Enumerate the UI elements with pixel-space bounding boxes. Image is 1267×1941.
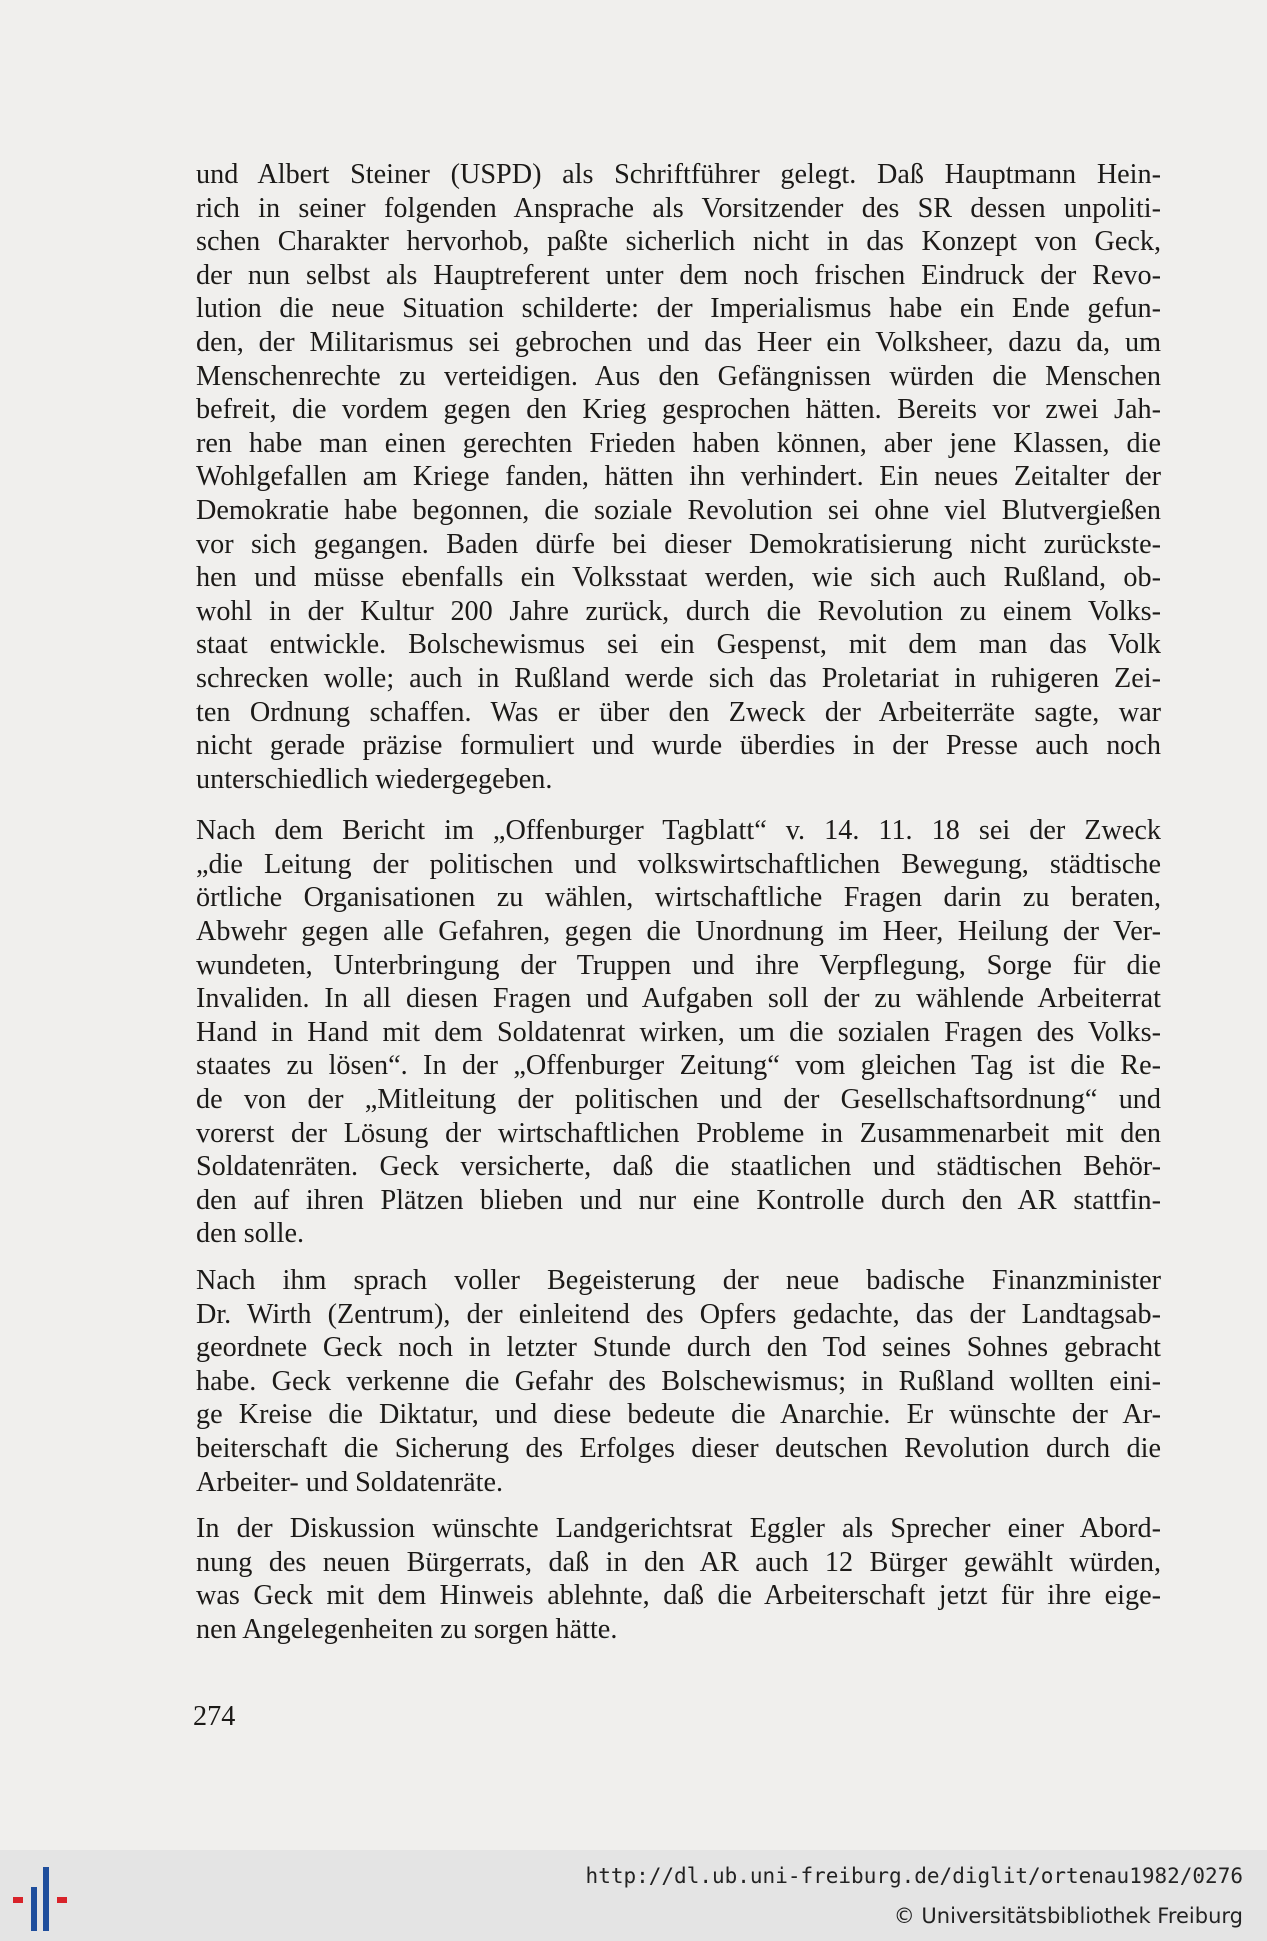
paragraph: [196, 1264, 1161, 1499]
text-line: ten Ordnung schaffen. Was er über den Zweck der Arbeiterräte sagte, war: [196, 696, 1161, 728]
text-line: und Albert Steiner (USPD) als Schriftführer gelegt. Daß Hauptmann Hein-: [196, 159, 1161, 190]
ub-freiburg-logo-icon[interactable]: [10, 1863, 80, 1933]
text-line: Hand in Hand mit dem Soldatenrat wirken, um die sozialen Fragen des Volks-: [196, 1016, 1161, 1048]
text-line: staat entwickle. Bolschewismus sei ein Gespenst, mit dem man das Volk: [196, 629, 1161, 661]
footer-url-link[interactable]: http://dl.ub.uni-freiburg.de/diglit/ortenau1982/0276: [585, 1864, 1243, 1888]
text-line: nicht gerade präzise formuliert und wurde überdies in der Presse auch noch: [196, 730, 1161, 762]
text-line: Arbeiter- und Soldatenräte.: [196, 1466, 504, 1498]
text-line: wundeten, Unterbringung der Truppen und ihre Verpflegung, Sorge für die: [196, 949, 1161, 981]
text-line: Invaliden. In all diesen Fragen und Aufgaben soll der zu wählende Arbeiterrat: [196, 983, 1161, 1015]
text-line: Dr. Wirth (Zentrum), der einleitend des Opfers gedachte, das der Landtagsab-: [196, 1298, 1161, 1330]
text-line: ren habe man einen gerechten Frieden haben können, aber jene Klassen, die: [196, 427, 1161, 459]
text-line: Demokratie habe begonnen, die soziale Revolution sei ohne viel Blutvergießen: [196, 494, 1161, 526]
text-line: rich in seiner folgenden Ansprache als Vorsitzender des SR dessen unpoliti-: [196, 192, 1161, 224]
text-line: staates zu lösen“. In der „Offenburger Zeitung“ vom gleichen Tag ist die Re-: [196, 1050, 1161, 1082]
body-text: [196, 158, 1161, 1647]
text-line: der nun selbst als Hauptreferent unter dem noch frischen Eindruck der Revo-: [196, 259, 1161, 291]
text-line: Abwehr gegen alle Gefahren, gegen die Unordnung im Heer, Heilung der Ver-: [196, 916, 1161, 948]
text-line: örtliche Organisationen zu wählen, wirtschaftliche Fragen darin zu beraten,: [196, 882, 1161, 914]
text-line: Soldatenräten. Geck versicherte, daß die staatlichen und städtischen Behör-: [196, 1151, 1161, 1183]
text-line: Menschenrechte zu verteidigen. Aus den Gefängnissen würden die Menschen: [196, 360, 1161, 392]
paragraph: [196, 814, 1161, 1251]
text-line: den, der Militarismus sei gebrochen und das Heer ein Volksheer, dazu da, um: [196, 326, 1161, 358]
text-line: Nach ihm sprach voller Begeisterung der neue badische Finanzminister: [196, 1265, 1161, 1296]
text-line: schrecken wolle; auch in Rußland werde sich das Proletariat in ruhigeren Zei-: [196, 662, 1161, 694]
text-line: Nach dem Bericht im „Offenburger Tagblatt“ v. 14. 11. 18 sei der Zweck: [196, 815, 1161, 847]
text-line: habe. Geck verkenne die Gefahr des Bolschewismus; in Rußland wollten eini-: [196, 1365, 1161, 1397]
text-line: den auf ihren Plätzen blieben und nur eine Kontrolle durch den AR stattfin-: [196, 1184, 1161, 1216]
text-line: schen Charakter hervorhob, paßte sicherlich nicht in das Konzept von Geck,: [196, 226, 1161, 258]
text-line: geordnete Geck noch in letzter Stunde durch den Tod seines Sohnes gebracht: [196, 1332, 1161, 1364]
page-number: 274: [193, 1701, 236, 1732]
text-line: nung des neuen Bürgerrats, daß in den AR auch 12 Bürger gewählt würden,: [196, 1546, 1161, 1578]
text-line: In der Diskussion wünschte Landgerichtsrat Eggler als Sprecher einer Abord-: [196, 1513, 1161, 1545]
text-line: ge Kreise die Diktatur, und diese bedeute die Anarchie. Er wünschte der Ar-: [196, 1399, 1161, 1431]
text-line: Wohlgefallen am Kriege fanden, hätten ihn verhindert. Ein neues Zeitalter der: [196, 461, 1161, 493]
text-line: was Geck mit dem Hinweis ablehnte, daß die Arbeiterschaft jetzt für ihre eige-: [196, 1580, 1161, 1612]
footer-bar: [0, 1850, 1267, 1941]
text-line: de von der „Mitleitung der politischen und der Gesellschaftsordnung“ und: [196, 1084, 1161, 1116]
text-line: beiterschaft die Sicherung des Erfolges dieser deutschen Revolution durch die: [196, 1432, 1161, 1464]
text-line: hen und müsse ebenfalls ein Volksstaat werden, wie sich auch Rußland, ob-: [196, 562, 1161, 594]
text-line: befreit, die vordem gegen den Krieg gesprochen hätten. Bereits vor zwei Jah-: [196, 394, 1161, 426]
text-line: nen Angelegenheiten zu sorgen hätte.: [196, 1613, 618, 1645]
text-line: unterschiedlich wiedergegeben.: [196, 763, 553, 795]
text-line: vorerst der Lösung der wirtschaftlichen Probleme in Zusammenarbeit mit den: [196, 1117, 1161, 1149]
paragraph: [196, 1512, 1161, 1646]
text-line: „die Leitung der politischen und volkswirtschaftlichen Bewegung, städtische: [196, 848, 1161, 880]
text-line: lution die neue Situation schilderte: der Imperialismus habe ein Ende gefun-: [196, 293, 1161, 325]
text-line: den solle.: [196, 1218, 305, 1250]
footer-copyright: © Universitätsbibliothek Freiburg: [893, 1904, 1243, 1928]
text-line: vor sich gegangen. Baden dürfe bei dieser Demokratisierung nicht zurückste-: [196, 528, 1161, 560]
text-line: wohl in der Kultur 200 Jahre zurück, durch die Revolution zu einem Volks-: [196, 595, 1161, 627]
paragraph: [196, 158, 1161, 796]
